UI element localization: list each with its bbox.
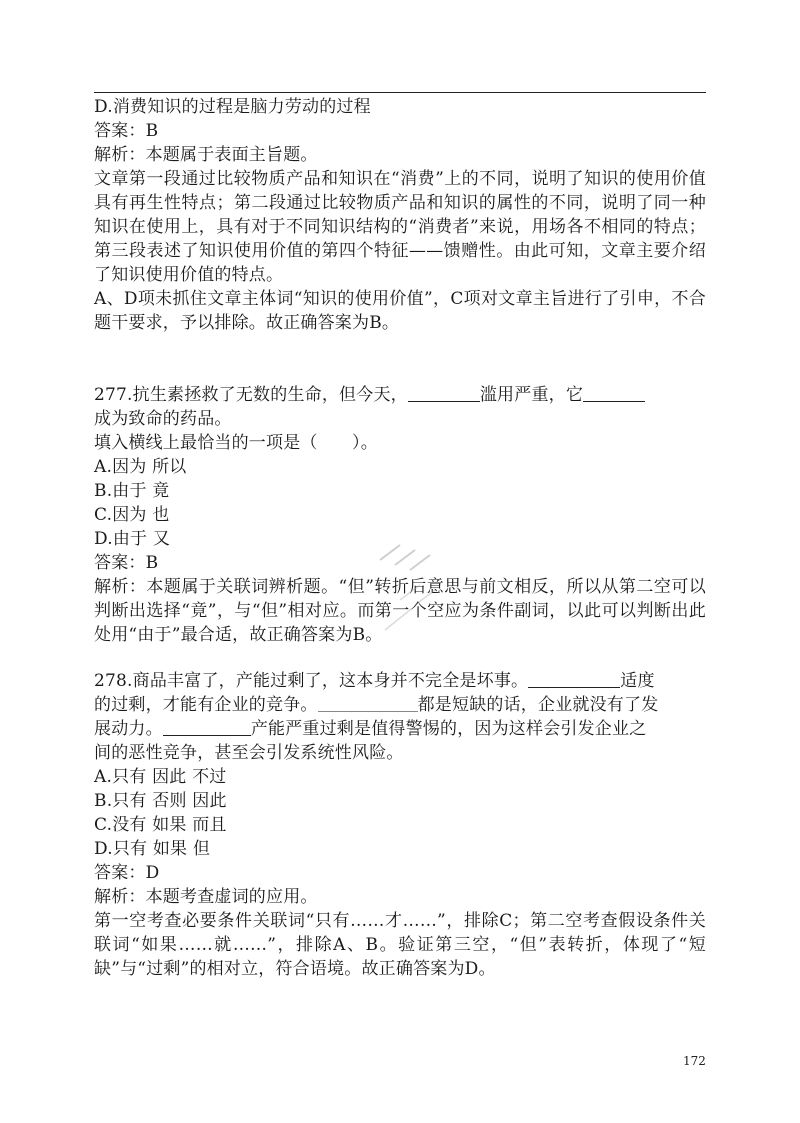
- q277-prompt: 填入横线上最恰当的一项是（ ）。: [94, 433, 378, 453]
- q277-analysis: 解析：本题属于关联词辨析题。“但”转折后意思与前文相反，所以从第二空可以判断出选择“竟”，与“但”相对应。而第一个空应为条件副词，以此可以判断出此处用“由于”最合适，故正确答案为B。: [94, 577, 706, 645]
- q277-blank-1: [408, 384, 480, 402]
- q278-line3-b: 产能严重过剩是值得警惕的，因为这样会引发企业之: [250, 719, 647, 739]
- q278-blank-1: [528, 670, 620, 688]
- q278-analysis: 第一空考查必要条件关联词“只有……才……”，排除C；第二空考查假设条件关联词“如果……就……”，排除A、B。验证第三空，“但”表转折，体现了“短缺”与“过剩”的相对立，符合语境。故正确答案为D。: [94, 911, 706, 979]
- q278-blank-3: [163, 718, 251, 736]
- q278-option-c: C.没有 如果 而且: [94, 815, 227, 835]
- q276-analysis-p1: 文章第一段通过比较物质产品和知识在“消费”上的不同，说明了知识的使用价值具有再生性特点；第二段通过比较物质产品和知识的属性的不同，说明了同一种知识在使用上，具有对于不同知识结构的“消费者”来说，用场各不相同的特点；第三段表述了知识使用价值的第四个特征——馈赠性。由此可知，文章主要介绍了知识使用价值的特点。: [94, 169, 706, 285]
- q278-blank-2: [318, 694, 418, 712]
- q278-line1: [94, 669, 706, 693]
- q278-line2: [94, 693, 706, 717]
- q276-option-d: D.消费知识的过程是脑力劳动的过程: [94, 97, 371, 117]
- q277-stem-a: 277.抗生素拯救了无数的生命，但今天，: [94, 385, 408, 405]
- q277-option-c: C.因为 也: [94, 505, 170, 525]
- q277-option-b: B.由于 竟: [94, 481, 170, 501]
- q278-line1-b: 适度: [620, 671, 655, 691]
- q278-option-d: D.只有 如果 但: [94, 839, 211, 859]
- q278-line3-a: 展动力。: [94, 719, 163, 739]
- q278-line1-a: 278.商品丰富了，产能过剩了，这本身并不完全是坏事。: [94, 671, 529, 691]
- q276-analysis-p2: A、D项未抓住文章主体词“知识的使用价值”，C项对文章主旨进行了引申，不合题干要求，予以排除。故正确答案为B。: [94, 289, 706, 333]
- q278-line2-a: 的过剩，才能有企业的竞争。: [94, 695, 318, 715]
- q278-line4: 间的恶性竞争，甚至会引发系统性风险。: [94, 743, 404, 763]
- q276-analysis-title: 解析：本题属于表面主旨题。: [94, 145, 318, 165]
- q278-analysis-title: 解析：本题考查虚词的应用。: [94, 887, 318, 907]
- q277-stem-c: 成为致命的药品。: [94, 409, 232, 429]
- page-content: [94, 92, 706, 981]
- q277-option-a: A.因为 所以: [94, 457, 187, 477]
- q276-answer: 答案：B: [94, 121, 159, 141]
- q277-stem-line1: [94, 383, 706, 407]
- page-number: 172: [683, 1054, 706, 1068]
- q277-stem-b: 滥用严重，它: [479, 385, 584, 405]
- q278-answer: 答案：D: [94, 863, 160, 883]
- q278-option-b: B.只有 否则 因此: [94, 791, 227, 811]
- q277-answer: 答案：B: [94, 553, 159, 573]
- q278-line2-b: 都是短缺的话，企业就没有了发: [417, 695, 659, 715]
- q278-option-a: A.只有 因此 不过: [94, 767, 227, 787]
- q277-blank-2: [583, 384, 645, 402]
- q278-line3: [94, 717, 706, 741]
- header-rule: [94, 92, 706, 93]
- q277-option-d: D.由于 又: [94, 529, 171, 549]
